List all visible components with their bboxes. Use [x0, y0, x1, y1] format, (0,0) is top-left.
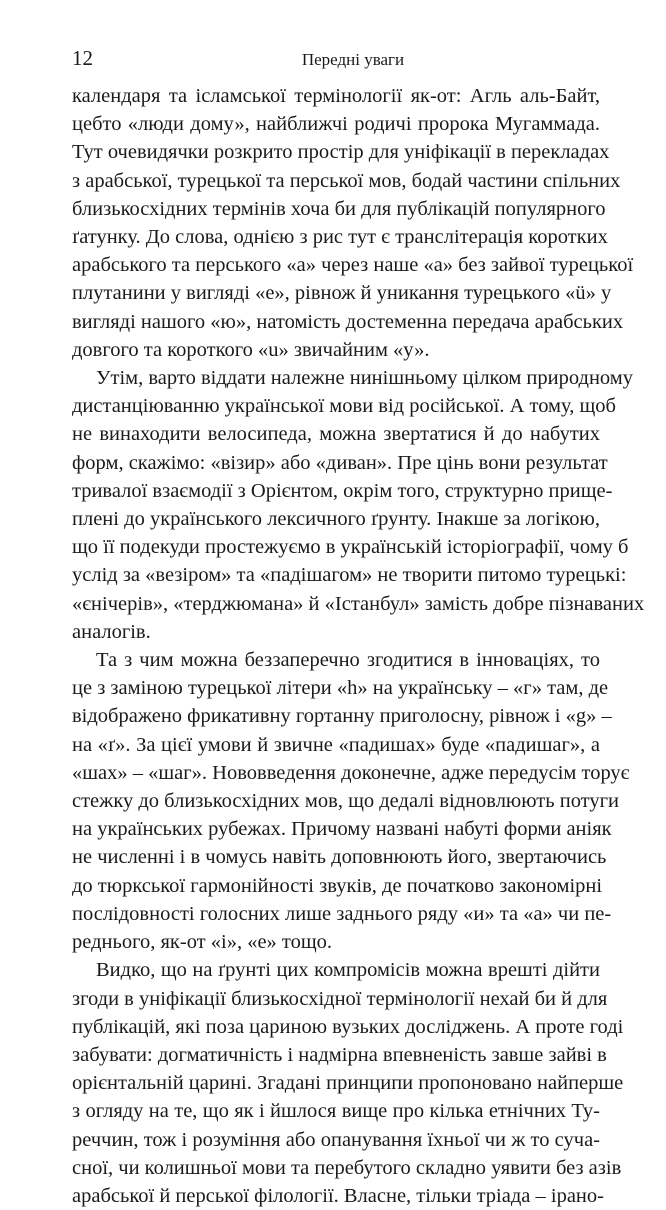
text-line: тривалої взаємодії з Орієнтом, окрім того, структурно прище-: [72, 479, 613, 502]
text-line: Тут очевидячки розкрито простір для уніфікації в перекладах: [72, 141, 610, 164]
text-line: довгого та короткого «u» звичайним «у».: [72, 338, 430, 361]
text-line: публікацій, які поза цариною вузьких досліджень. А проте годі: [72, 1015, 624, 1038]
text-line: сної, чи колишньої мови та перебутого складно уявити без азів: [72, 1156, 622, 1179]
text-line: це з заміною турецької літери «h» на українську – «г» там, де: [72, 677, 609, 700]
text-line: до тюркської гармонійності звуків, де початково закономірні: [72, 874, 603, 897]
text-line: з арабської, турецької та перської мов, бодай частини спільних: [72, 169, 621, 192]
text-line: форм, скажімо: «візир» або «диван». Пре цінь вони результат: [72, 451, 608, 474]
text-line: реднього, як-от «і», «е» тощо.: [72, 931, 333, 954]
body-text: [72, 82, 645, 1210]
text-line: на «ґ». За цієї умови й звичне «падишах» буде «падишаг», а: [72, 733, 600, 756]
paragraph: [72, 364, 645, 646]
text-line: услід за «везіром» та «падішагом» не творити питомо турецькі:: [72, 564, 627, 587]
text-line: орієнтальній царині. Згадані принципи пропоновано найперше: [72, 1072, 624, 1095]
text-line: вигляді нашого «ю», натомість достеменна передача арабських: [72, 310, 624, 333]
text-line: ґатунку. До слова, однією з рис тут є транслітерація коротких: [72, 226, 608, 249]
text-line: згоди в уніфікації близькосхідної термінології нехай би й для: [72, 987, 608, 1010]
text-line: реччин, тож і розуміння або опанування їхньої чи ж то суча-: [72, 1128, 600, 1151]
text-line: відображено фрикативну гортанну приголосну, рівнож і «g» –: [72, 705, 612, 728]
text-line: Видко, що на ґрунті цих компромісів можна врешті дійти: [96, 959, 600, 982]
paragraph: [72, 646, 630, 956]
text-line: «шах» – «шаг». Нововведення доконечне, адже передусім торує: [72, 761, 630, 784]
text-line: стежку до близькосхідних мов, що дедалі відновлюють потуги: [72, 790, 619, 813]
text-line: дистанціюванню української мови від російської. А тому, щоб: [72, 395, 616, 418]
text-line: що її подекуди простежуємо в українській історіографії, чому б: [72, 536, 629, 559]
text-line: «єнічерів», «терджюмана» й «Істанбул» замість добре пізнаваних: [72, 592, 645, 615]
text-line: близькосхідних термінів хоча би для публікацій популярного: [72, 197, 606, 220]
text-line: плені до українського лексичного ґрунту. Інакше за логікою,: [72, 508, 600, 531]
text-line: Та з чим можна беззаперечно згодитися в інноваціях, то: [96, 649, 600, 672]
text-line: на українських рубежах. Причому названі набуті форми аніяк: [72, 818, 612, 841]
text-line: арабського та перського «a» через наше «а» без зайвої турецької: [72, 254, 634, 277]
text-line: календаря та ісламської термінології як-от: Агль аль-Байт,: [72, 85, 600, 107]
paragraph: [72, 956, 624, 1210]
page-number: 12: [72, 46, 93, 70]
text-line: не численні і в чомусь навіть доповнюють його, звертаючись: [72, 846, 607, 869]
text-line: забувати: догматичність і надмірна впевненість завше зайві в: [72, 1043, 607, 1066]
text-line: послідовності голосних лише заднього ряду «и» та «а» чи пе-: [72, 902, 612, 925]
running-title: Передні уваги: [301, 50, 405, 69]
text-line: Утім, варто віддати належне нинішньому цілком природному: [96, 367, 634, 390]
text-line: не винаходити велосипеда, можна звертатися й до набутих: [72, 423, 600, 446]
paragraph: [72, 82, 634, 364]
text-line: цебто «люди дому», найближчі родичі пророка Мугаммада.: [72, 113, 600, 136]
text-line: плутанини у вигляді «е», рівнож й уникання турецького «ü» у: [72, 282, 612, 305]
text-line: з огляду на те, що як і йшлося вище про кілька етнічних Ту-: [72, 1100, 600, 1123]
text-line: аналогів.: [72, 620, 151, 643]
text-line: арабської й перської філології. Власне, тільки тріада – ірано-: [72, 1184, 604, 1207]
